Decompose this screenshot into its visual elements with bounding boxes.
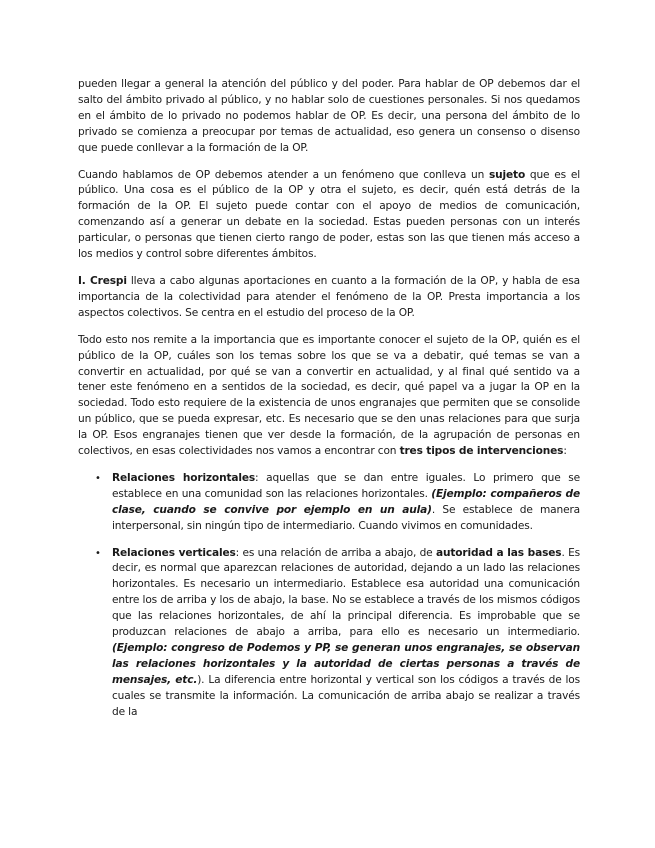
paragraph — [78, 77, 580, 157]
bullet-text — [112, 547, 580, 718]
paragraph — [78, 274, 580, 322]
text-run: Todo esto nos remite a la importancia que es importante conocer el sujeto de la OP, quién es el público de la OP, cuáles son los temas sobre los que se va a debatir, qué temas se van a convertir en actualidad, por qué se van a convertir en actualidad, y al final qué sentido va a tener este fenómeno en a sentidos de la sociedad, es decir, qué papel va a jugar la OP en la sociedad. Todo esto requiere de la existencia de unos engranajes que permiten que se consolide un público, que se pueda expresar, etc. Es necesario que se den unas relaciones para que surja la OP. Esos engranajes tienen que ver desde la formación, de la agrupación de personas en colectivos, en esas colectividades nos vamos a encontrar con — [78, 333, 580, 458]
paragraph — [78, 333, 580, 460]
text-run: que es el público. Una cosa es el público de la OP y otra el sujeto, es decir, quén está detrás de la formación de la OP. El sujeto puede contar con el apoyo de medios de comunicación, comenzando así a generar un debate en la sociedad. Estas pueden personas con un interés particular, o personas que tienen cierto rango de poder, estas son las que tienen más acceso a los medios y control sobre diferentes ámbitos. — [78, 168, 580, 261]
text-run: Cuando hablamos de OP debemos atender a un fenómeno que conlleva un — [78, 168, 489, 181]
paragraph — [78, 168, 580, 263]
example-text: (Ejemplo: compañeros de clase, cuando se convive por ejemplo en un aula) — [112, 487, 580, 516]
bullet-marker: • — [95, 547, 101, 559]
bullet-marker: • — [95, 472, 101, 484]
text-run: . Es decir, es normal que aparezcan relaciones de autoridad, dejando a un lado las relaciones horizontales. Es necesario un intermediario. Establece esa autoridad una comunicación entre los de arriba y los de abajo, la base. No se establece a través de los mismos códigos que las relaciones horizontales, de ahí la principal diferencia. Es improbable que se produzcan relaciones de abajo a arriba, para ello es necesario un intermediario. — [112, 546, 580, 639]
intervention-types-list — [78, 471, 580, 721]
list-item-horizontal — [78, 471, 580, 535]
text-run: . Se establece de manera interpersonal, sin ningún tipo de intermediario. Cuando vivimos en comunidades. — [112, 503, 580, 532]
bold-text: sujeto — [488, 168, 526, 181]
text-run: : es una relación de arriba a abajo, de — [235, 546, 436, 559]
bold-text: Relaciones verticales — [112, 546, 236, 559]
text-run: : aquellas que se dan entre iguales. Lo primero que se establece en una comunidad son las relaciones horizontales. — [112, 471, 580, 500]
list-item-vertical — [78, 546, 580, 721]
bold-text: I. Crespi — [78, 274, 127, 287]
bullet-text — [112, 472, 580, 532]
text-run: pueden llegar a general la atención del público y del poder. Para hablar de OP debemos dar el salto del ámbito privado al público, y no hablar solo de cuestiones personales. Si nos quedamos en el ámbito de lo privado no podemos hablar de OP. Es decir, una persona del ámbito de lo privado se comienza a preocupar por temas de actualidad, eso genera un consenso o disenso que puede conllevar a la formación de la OP. — [78, 78, 580, 154]
text-run: ). La diferencia entre horizontal y vertical son los códigos a través de los cuales se transmite la información. La comunicación de arriba abajo se realizar a través de la — [112, 673, 580, 718]
bold-text: Relaciones horizontales — [112, 471, 256, 484]
text-run: lleva a cabo algunas aportaciones en cuanto a la formación de la OP, y habla de esa importancia de la colectividad para atender el fenómeno de la OP. Presta importancia a los aspectos colectivos. Se centra en el estudio del proceso de la OP. — [78, 274, 580, 319]
document-page — [78, 77, 580, 732]
example-text: (Ejemplo: congreso de Podemos y PP, se generan unos engranajes, se observan las relaciones horizontales y la autoridad de ciertas personas a través de mensajes, etc. — [112, 642, 580, 686]
text-run: : — [563, 445, 567, 458]
bold-text: tres tipos de intervenciones — [399, 445, 564, 458]
bold-text: autoridad a las bases — [435, 546, 562, 559]
